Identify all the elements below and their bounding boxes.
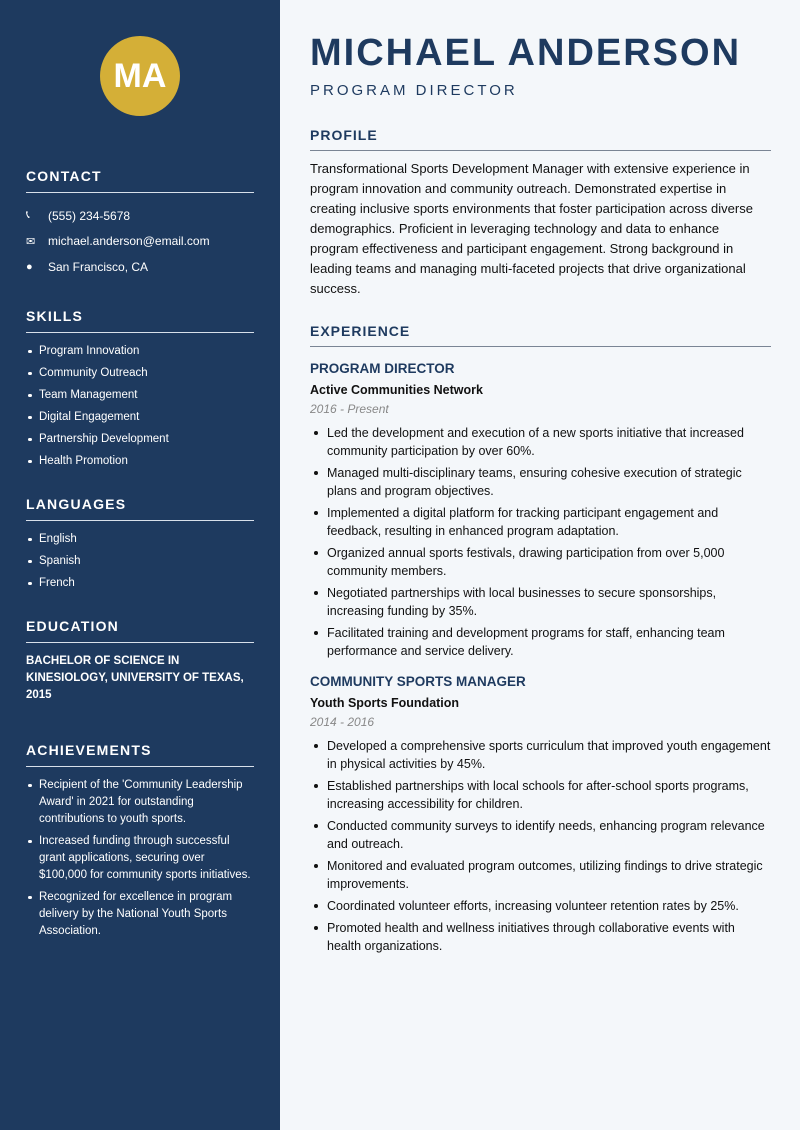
achievements-heading: ACHIEVEMENTS bbox=[26, 742, 254, 767]
job-entry bbox=[310, 674, 771, 955]
job-dates: 2014 - 2016 bbox=[310, 715, 375, 729]
skill-item: Digital Engagement bbox=[26, 409, 254, 426]
language-item: French bbox=[26, 575, 254, 592]
contact-email bbox=[26, 229, 254, 255]
main-content bbox=[310, 0, 771, 959]
job-dates: 2016 - Present bbox=[310, 402, 389, 416]
contact-location bbox=[26, 254, 254, 280]
language-item: English bbox=[26, 531, 254, 548]
candidate-name: MICHAEL ANDERSON bbox=[310, 32, 742, 74]
job-bullet: Conducted community surveys to identify needs, enhancing program relevance and outreach. bbox=[310, 817, 771, 853]
job-bullet: Monitored and evaluated program outcomes, utilizing findings to drive strategic improvements. bbox=[310, 857, 771, 893]
skills-heading: SKILLS bbox=[26, 308, 254, 333]
email-icon: ✉ bbox=[26, 235, 36, 248]
job-organization: Active Communities Network bbox=[310, 383, 483, 397]
contact-section bbox=[26, 168, 254, 280]
experience-section bbox=[310, 323, 771, 955]
profile-section bbox=[310, 127, 771, 299]
location-text: San Francisco, CA bbox=[48, 259, 149, 274]
achievement-item: Increased funding through successful grant applications, securing over $100,000 for community sports initiatives. bbox=[26, 833, 254, 884]
achievement-item: Recognized for excellence in program delivery by the National Youth Sports Association. bbox=[26, 889, 254, 940]
email-text[interactable]: michael.anderson@email.com bbox=[48, 234, 210, 249]
job-role: COMMUNITY SPORTS MANAGER bbox=[310, 674, 526, 689]
language-item: Spanish bbox=[26, 553, 254, 570]
job-bullet: Implemented a digital platform for tracking participant engagement and feedback, resulting in enhanced program adaptation. bbox=[310, 504, 771, 540]
job-bullet: Organized annual sports festivals, drawing participation from over 5,000 community members. bbox=[310, 544, 771, 580]
job-bullet: Negotiated partnerships with local businesses to secure sponsorships, increasing funding by 35%. bbox=[310, 584, 771, 620]
education-heading: EDUCATION bbox=[26, 618, 254, 643]
candidate-title: PROGRAM DIRECTOR bbox=[310, 82, 518, 99]
job-bullet: Established partnerships with local schools for after-school sports programs, increasing accessibility for children. bbox=[310, 777, 771, 813]
job-bullet: Developed a comprehensive sports curriculum that improved youth engagement in physical activities by 45%. bbox=[310, 737, 771, 773]
job-organization: Youth Sports Foundation bbox=[310, 696, 460, 710]
contact-heading: CONTACT bbox=[26, 168, 254, 193]
phone-text: (555) 234-5678 bbox=[48, 208, 131, 223]
job-bullet: Facilitated training and development programs for staff, enhancing team performance and service delivery. bbox=[310, 624, 771, 660]
job-bullet: Led the development and execution of a new sports initiative that increased community participation by over 60%. bbox=[310, 424, 771, 460]
phone-icon: 📞︎ bbox=[26, 209, 30, 222]
achievement-item: Recipient of the 'Community Leadership Award' in 2021 for outstanding contributions to youth sports. bbox=[26, 777, 254, 828]
job-entry bbox=[310, 361, 771, 660]
skill-item: Community Outreach bbox=[26, 365, 254, 382]
experience-heading: EXPERIENCE bbox=[310, 323, 771, 347]
location-pin-icon: ● bbox=[26, 260, 33, 273]
languages-section bbox=[26, 496, 254, 592]
job-bullet: Coordinated volunteer efforts, increasing volunteer retention rates by 25%. bbox=[310, 897, 771, 915]
achievements-section bbox=[26, 742, 254, 940]
languages-heading: LANGUAGES bbox=[26, 496, 254, 521]
job-bullet: Promoted health and wellness initiatives through collaborative events with health organizations. bbox=[310, 919, 771, 955]
skill-item: Health Promotion bbox=[26, 453, 254, 470]
avatar: MA bbox=[100, 36, 180, 116]
skill-item: Team Management bbox=[26, 387, 254, 404]
profile-text: Transformational Sports Development Manager with extensive experience in program innovation and community outreach. Demonstrated expertise in creating inclusive sports environments that foster participation across diverse demographics. Proficient in leveraging technology and data to enhance program effectiveness and participant engagement. Strong background in leading teams and managing multi-faceted projects that drive organizational success. bbox=[310, 161, 753, 296]
education-degree: BACHELOR OF SCIENCE IN KINESIOLOGY, UNIVERSITY OF TEXAS, 2015 bbox=[26, 654, 244, 701]
skill-item: Program Innovation bbox=[26, 343, 254, 360]
education-section bbox=[26, 618, 254, 704]
sidebar bbox=[0, 0, 280, 1130]
job-bullet: Managed multi-disciplinary teams, ensuring cohesive execution of strategic plans and program objectives. bbox=[310, 464, 771, 500]
profile-heading: PROFILE bbox=[310, 127, 771, 151]
job-role: PROGRAM DIRECTOR bbox=[310, 361, 455, 376]
contact-phone bbox=[26, 203, 254, 229]
skill-item: Partnership Development bbox=[26, 431, 254, 448]
skills-section bbox=[26, 308, 254, 470]
